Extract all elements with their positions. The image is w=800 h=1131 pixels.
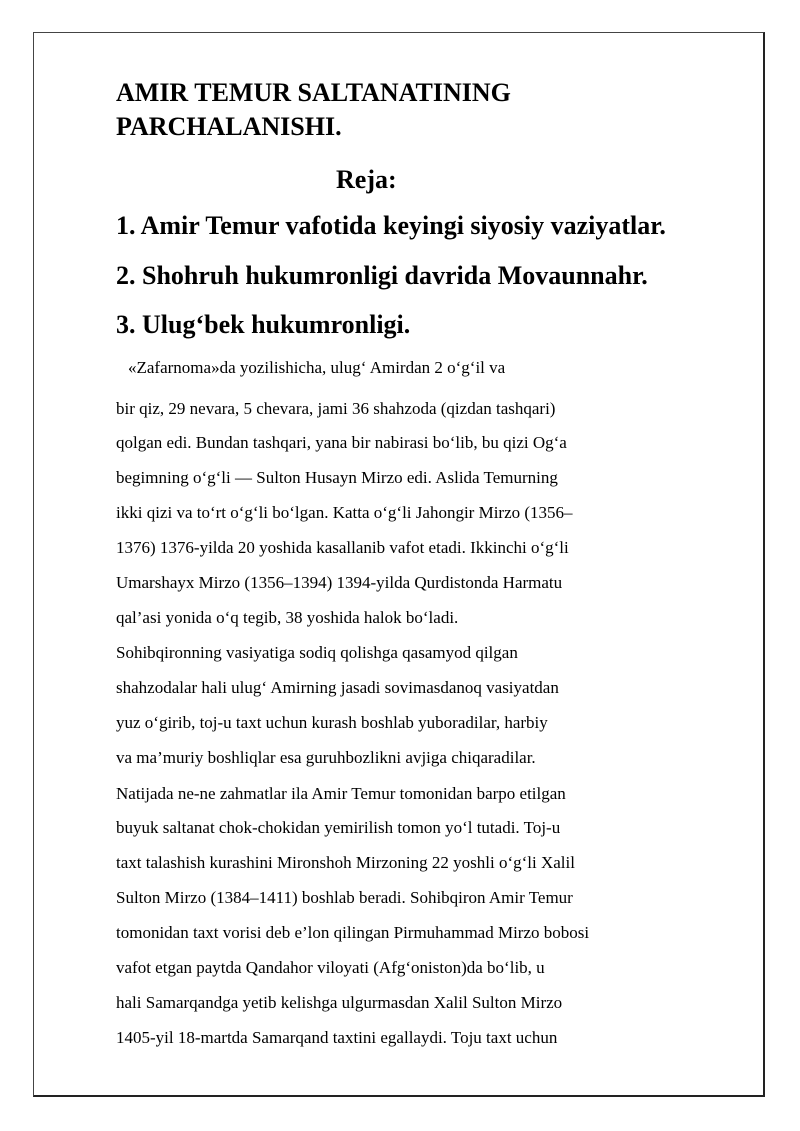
title-line-2: PARCHALANISHI. [116, 112, 342, 141]
body-line-14: buyuk saltanat chok-chokidan yemirilish tomon yo‘l tutadi. Toj-u [116, 818, 561, 837]
body-line-7: Umarshayx Mirzo (1356–1394) 1394-yilda Qurdistonda Harmatu [116, 573, 563, 592]
title-line-1: AMIR TEMUR SALTANATINING [116, 78, 511, 107]
body-line-5: ikki qizi va to‘rt o‘g‘li bo‘lgan. Katta o‘g‘li Jahongir Mirzo (1356– [116, 503, 573, 522]
body-line-17: tomonidan taxt vorisi deb e’lon qilingan Pirmuhammad Mirzo bobosi [116, 923, 590, 942]
body-line-1: «Zafarnoma»da yozilishicha, ulug‘ Amirdan 2 o‘g‘il va [128, 358, 506, 377]
plan-item-2: 2. Shohruh hukumronligi davrida Movaunnahr. [116, 261, 648, 290]
body-line-6: 1376) 1376-yilda 20 yoshida kasallanib vafot etadi. Ikkinchi o‘g‘li [116, 538, 569, 557]
body-line-3: qolgan edi. Bundan tashqari, yana bir nabirasi bo‘lib, bu qizi Og‘a [116, 433, 567, 452]
document-title [116, 76, 716, 144]
body-line-10: shahzodalar hali ulug‘ Amirning jasadi sovimasdanoq vasiyatdan [116, 678, 559, 697]
body-line-16: Sulton Mirzo (1384–1411) boshlab beradi. Sohibqiron Amir Temur [116, 888, 573, 907]
plan-item-1: 1. Amir Temur vafotida keyingi siyosiy vaziyatlar. [116, 211, 666, 240]
body-line-13: Natijada ne-ne zahmatlar ila Amir Temur tomonidan barpo etilgan [116, 784, 566, 803]
body-line-9: Sohibqironning vasiyatiga sodiq qolishga qasamyod qilgan [116, 643, 518, 662]
body-line-12: va ma’muriy boshliqlar esa guruhbozlikni avjiga chiqaradilar. [116, 748, 536, 767]
body-line-2: bir qiz, 29 nevara, 5 chevara, jami 36 shahzoda (qizdan tashqari) [116, 399, 556, 418]
body-line-8: qal’asi yonida o‘q tegib, 38 yoshida halok bo‘ladi. [116, 608, 459, 627]
body-line-18: vafot etgan paytda Qandahor viloyati (Afg‘oniston)da bo‘lib, u [116, 958, 545, 977]
body-line-15: taxt talashish kurashini Mironshoh Mirzoning 22 yoshli o‘g‘li Xalil [116, 853, 575, 872]
body-line-20: 1405-yil 18-martda Samarqand taxtini egallaydi. Toju taxt uchun [116, 1028, 558, 1047]
body-line-4: begimning o‘g‘li — Sulton Husayn Mirzo edi. Aslida Temurning [116, 468, 558, 487]
plan-item-3: 3. Ulug‘bek hukumronligi. [116, 310, 411, 339]
body-line-19: hali Samarqandga yetib kelishga ulgurmasdan Xalil Sulton Mirzo [116, 993, 563, 1012]
body-line-11: yuz o‘girib, toj-u taxt uchun kurash boshlab yuboradilar, harbiy [116, 713, 548, 732]
plan-heading: Reja: [336, 165, 397, 194]
